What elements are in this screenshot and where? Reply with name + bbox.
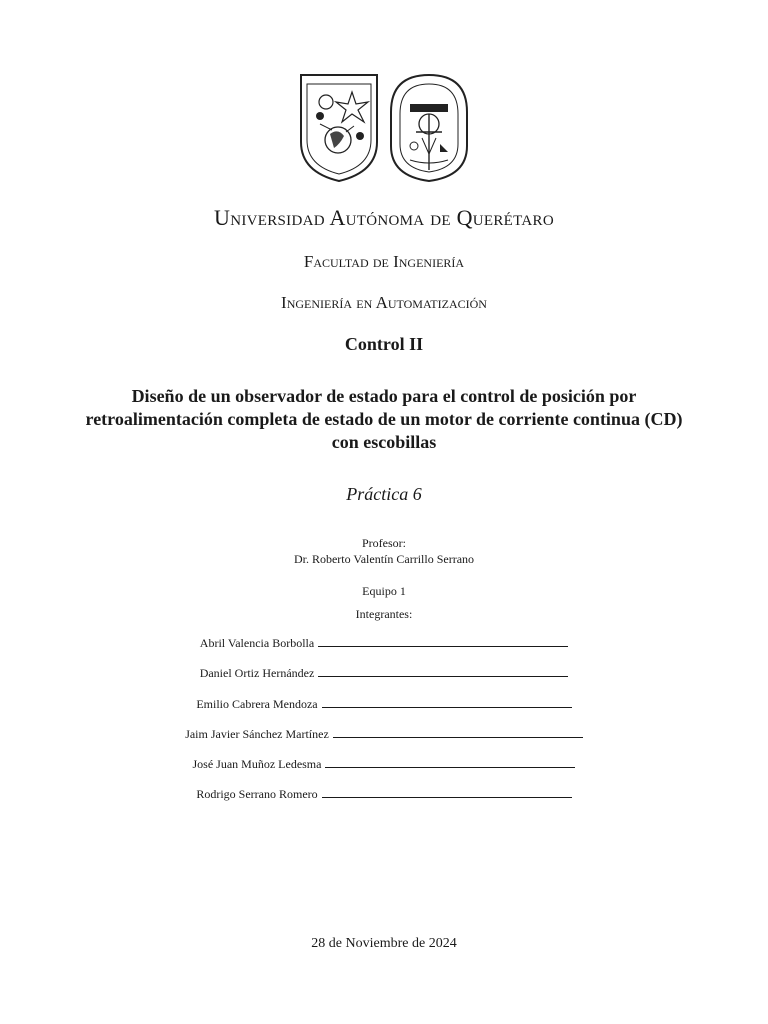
- signature-line: [322, 697, 572, 708]
- team-name: Equipo 1: [362, 584, 406, 598]
- member-name: Rodrigo Serrano Romero: [196, 787, 318, 801]
- program-name: Ingeniería en Automatización: [281, 293, 487, 312]
- signature-line: [322, 787, 572, 798]
- uaq-seal-logo: [298, 72, 380, 184]
- members-label: Integrantes:: [355, 607, 413, 621]
- member-name: José Juan Muñoz Ledesma: [192, 757, 322, 771]
- professor-label: Profesor:: [362, 536, 406, 550]
- member-name: Emilio Cabrera Mendoza: [196, 697, 318, 711]
- member-name: Jaim Javier Sánchez Martínez: [185, 727, 329, 741]
- signature-line: [318, 666, 568, 677]
- member-row: [0, 727, 768, 742]
- member-name: Daniel Ortiz Hernández: [199, 666, 315, 680]
- faculty-name: Facultad de Ingeniería: [303, 252, 465, 271]
- logos-row: [0, 72, 768, 184]
- university-name: Universidad Autónoma de Querétaro: [214, 205, 554, 230]
- ingenieria-seal-logo: [388, 72, 470, 184]
- member-row: [0, 666, 768, 681]
- signature-line: [318, 636, 568, 647]
- professor-name: Dr. Roberto Valentín Carrillo Serrano: [293, 552, 475, 566]
- document-date: 28 de Noviembre de 2024: [311, 936, 457, 951]
- practice-number: Práctica 6: [346, 484, 422, 504]
- member-row: [0, 636, 768, 651]
- signature-line: [325, 757, 575, 768]
- member-name: Abril Valencia Borbolla: [199, 636, 315, 650]
- member-row: [0, 757, 768, 772]
- member-row: [0, 697, 768, 712]
- course-name: Control II: [344, 334, 424, 354]
- document-title: Diseño de un observador de estado para el control de posición por retroalimentación completa de estado de un motor de corriente continua (CD) con escobillas: [85, 386, 683, 452]
- signature-line: [333, 727, 583, 738]
- member-row: [0, 787, 768, 802]
